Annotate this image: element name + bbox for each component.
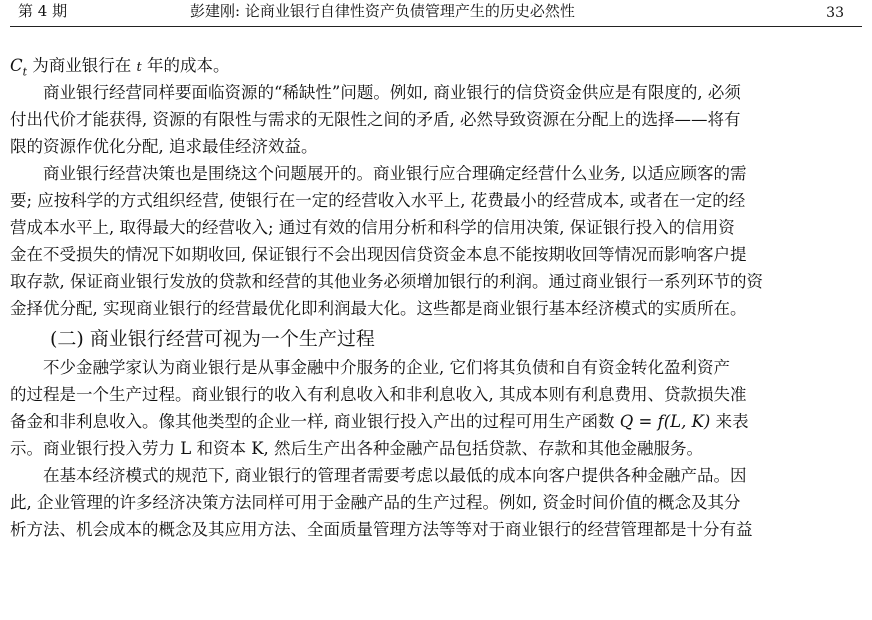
text-line: 示。商业银行投入劳力 L 和资本 K, 然后生产出各种金融产品包括贷款、存款和其他金融服务。 [10,439,704,458]
article-body [10,52,866,543]
symbol-subscript-t: t [22,65,28,79]
text-line-formula [10,408,866,435]
page-number: 33 [826,5,844,21]
running-header [10,0,862,27]
text-line: 此, 企业管理的许多经济决策方法同样可用于金融产品的生产过程。例如, 资金时间价值的概念及其分 [10,493,741,512]
text-line: 要; 应按科学的方式组织经营, 使银行在一定的经营收入水平上, 花费最小的经营成本, 或者在一定的经 [10,191,746,210]
text-line: 商业银行经营决策也是围绕这个问题展开的。商业银行应合理确定经营什么业务, 以适应顾客的需 [43,164,747,183]
text-line: 的过程是一个生产过程。商业银行的收入有利息收入和非利息收入, 其成本则有利息费用、贷款损失准 [10,385,747,404]
paragraph-scarcity [10,79,866,160]
text-line: 析方法、机会成本的概念及其应用方法、全面质量管理方法等等对于商业银行的经营管理都是十分有益 [10,520,753,539]
formula-lead-text: 备金和非利息收入。像其他类型的企业一样, 商业银行投入产出的过程可用生产函数 [10,412,620,431]
symbol-t: t [136,60,142,75]
paragraph-decisions [10,160,866,322]
article-title: 彭建刚: 论商业银行自律性资产负债管理产生的历史必然性 [190,2,575,20]
text-line: 付出代价才能获得, 资源的有限性与需求的无限性之间的矛盾, 必然导致资源在分配上的选择——将有 [10,110,741,129]
text-line: 商业银行经营同样要面临资源的“稀缺性”问题。例如, 商业银行的信贷资金供应是有限度的, 必须 [43,83,741,102]
issue-number: 第 4 期 [18,2,68,20]
paragraph-production [10,354,866,462]
definition-text-a: 为商业银行在 [27,56,137,75]
text-line: 在基本经济模式的规范下, 商业银行的管理者需要考虑以最低的成本向客户提供各种金融产品。因 [43,466,747,485]
symbol-c: C [10,56,23,75]
section-heading: (二) 商业银行经营可视为一个生产过程 [50,328,375,350]
text-line: 限的资源作优化分配, 追求最佳经济效益。 [10,137,318,156]
text-line: 营成本水平上, 取得最大的经营收入; 通过有效的信用分析和科学的信用决策, 保证银行投入的信用资 [10,218,735,237]
production-function-formula: Q = f(L, K) [619,412,711,431]
paragraph-management [10,462,866,543]
text-line: 金在不受损失的情况下如期收回, 保证银行不会出现因信贷资金本息不能按期收回等情况而影响客户提 [10,245,747,264]
text-line: 金择优分配, 实现商业银行的经营最优化即利润最大化。这些都是商业银行基本经济模式的实质所在。 [10,299,747,318]
text-line: 取存款, 保证商业银行发放的贷款和经营的其他业务必须增加银行的利润。通过商业银行一系列环节的资 [10,272,763,291]
text-line: 不少金融学家认为商业银行是从事金融中介服务的企业, 它们将其负债和自有资金转化盈利资产 [43,358,730,377]
formula-trail-text: 来表 [710,412,749,431]
cost-definition-line [10,52,866,79]
definition-text-b: 年的成本。 [141,56,230,75]
